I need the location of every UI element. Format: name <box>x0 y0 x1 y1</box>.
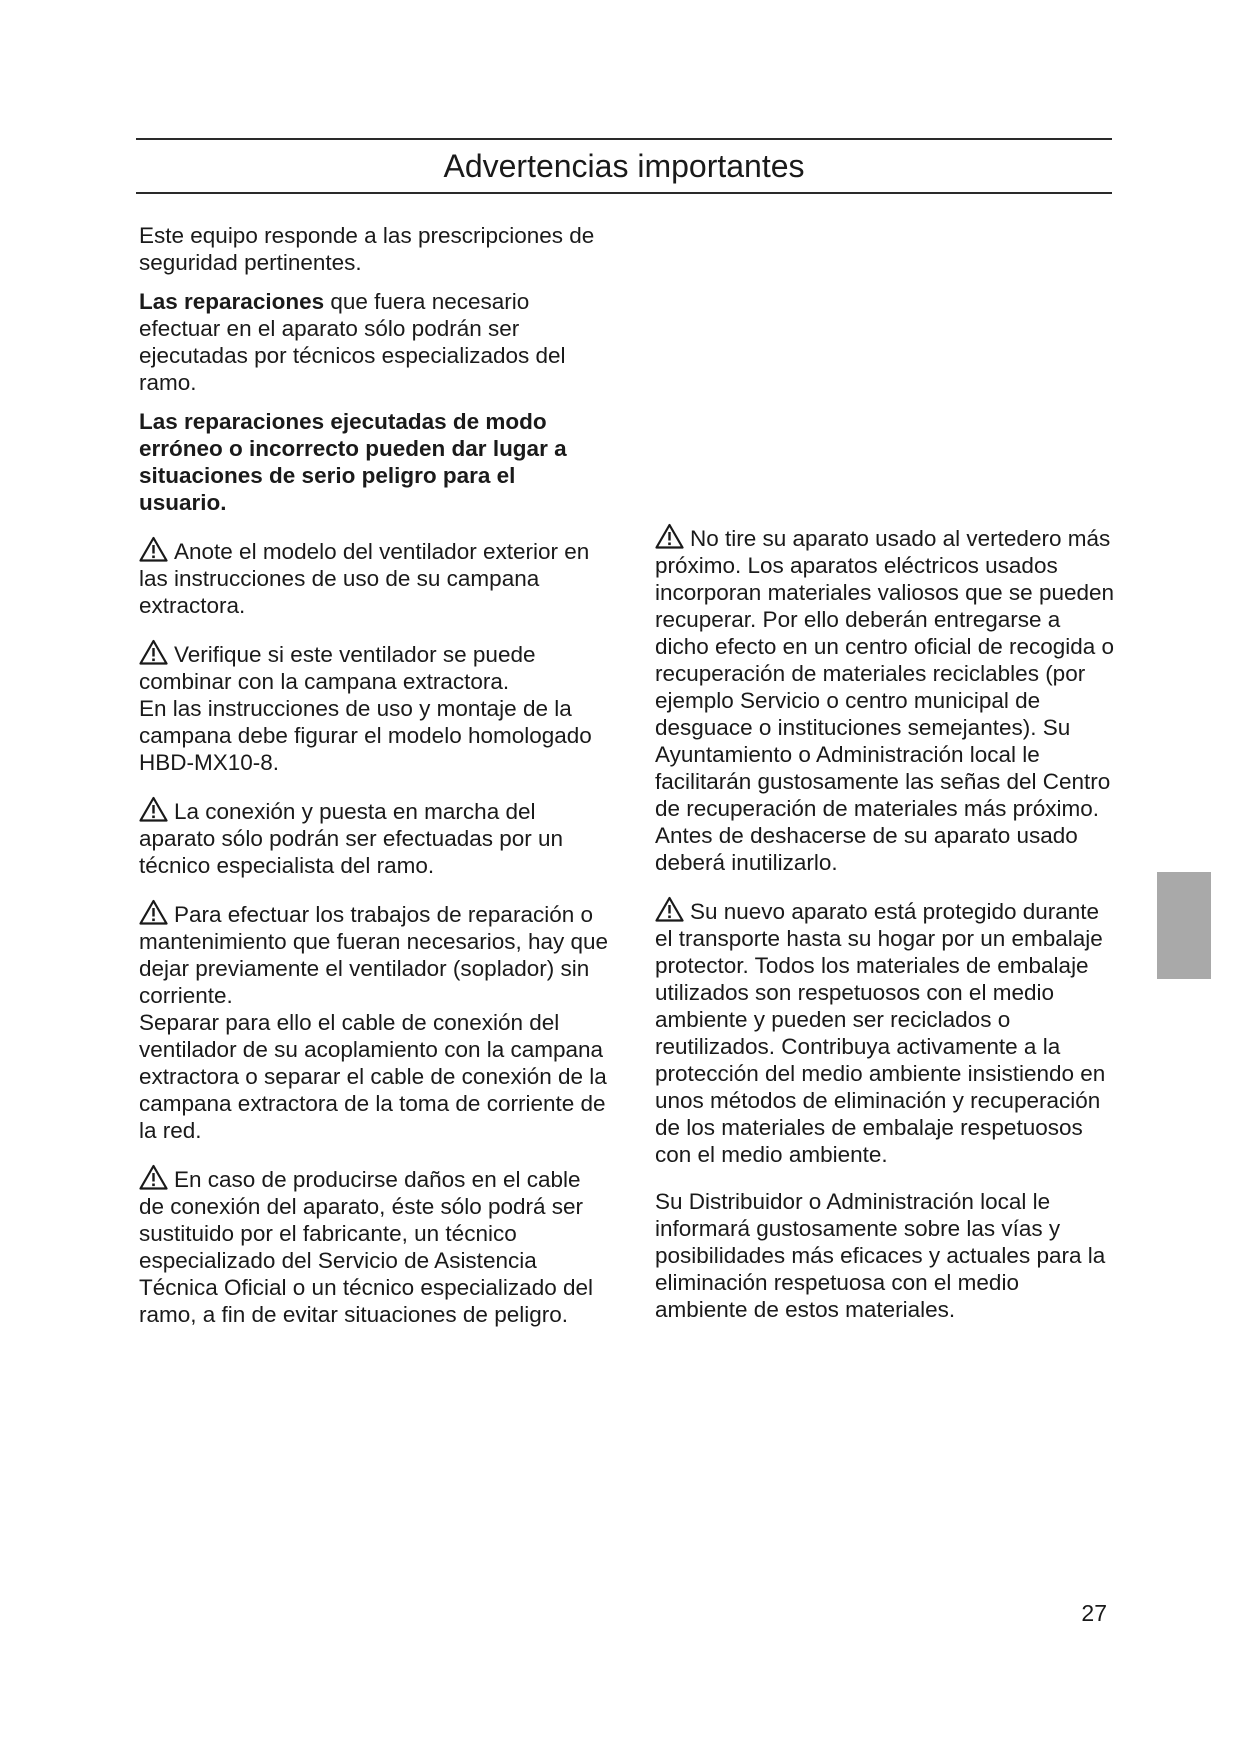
page-number: 27 <box>1081 1600 1107 1626</box>
warning-connection-text: La conexión y puesta en marcha del aparato sólo podrán ser efectuadas por un técnico especialista del ramo. <box>139 799 564 878</box>
warning-item-cable-damage <box>139 1164 609 1328</box>
warning-repair-work-text: Para efectuar los trabajos de reparación o mantenimiento que fueran necesarios, hay que dejar previamente el ventilador (soplador) sin corriente. <box>139 902 609 1008</box>
warning-item-connection <box>139 796 609 879</box>
repair-work-followup-paragraph: Separar para ello el cable de conexión del ventilador de su acoplamiento con la campana extractora o separar el cable de conexión de la campana extractora de la toma de corriente de la red. <box>139 1010 607 1143</box>
warning-item-model <box>139 536 609 619</box>
warning-triangle-icon <box>139 639 168 665</box>
warning-model-text: Anote el modelo del ventilador exterior en las instrucciones de uso de su campana extractora. <box>139 539 590 618</box>
intro-paragraph: Este equipo responde a las prescripciones de seguridad pertinentes. <box>139 223 595 275</box>
repairs-bold-lead: Las reparaciones <box>139 289 325 314</box>
warning-triangle-icon <box>139 1164 168 1190</box>
warning-item-disposal <box>655 523 1117 876</box>
warning-packaging-text: Su nuevo aparato está protegido durante el transporte hasta su hogar por un embalaje protector. Todos los materiales de embalaje utilizados son respetuosos con el medio ambiente y pueden ser reciclados o reutilizados. Contribuya activamente a la protección del medio ambiente insistiendo en unos métodos de eliminación y recuperación de los materiales de embalaje respetuosos con el medio ambiente. <box>655 899 1106 1167</box>
page-title: Advertencias importantes <box>443 147 805 184</box>
warning-triangle-icon <box>655 896 684 922</box>
left-column <box>139 222 609 1348</box>
verify-followup-paragraph: En las instrucciones de uso y montaje de la campana debe figurar el modelo homologado HBD-MX10-8. <box>139 696 592 775</box>
warning-triangle-icon <box>139 796 168 822</box>
header-bottom-rule <box>136 192 1112 194</box>
danger-paragraph: Las reparaciones ejecutadas de modo erróneo o incorrecto pueden dar lugar a situaciones de serio peligro para el usuario. <box>139 409 567 515</box>
warning-item-packaging <box>655 896 1117 1168</box>
warning-verify-text: Verifique si este ventilador se puede combinar con la campana extractora. <box>139 642 536 694</box>
warning-triangle-icon <box>139 899 168 925</box>
right-column <box>655 523 1117 1335</box>
warning-triangle-icon <box>139 536 168 562</box>
distributor-paragraph: Su Distribuidor o Administración local le informará gustosamente sobre las vías y posibilidades más eficaces y actuales para la eliminación respetuosa con el medio ambiente de estos materiales. <box>655 1189 1106 1322</box>
section-tab-marker <box>1157 872 1211 979</box>
repairs-text: que fuera necesario efectuar en el aparato sólo podrán ser ejecutadas por técnicos especializados del ramo. <box>139 289 566 395</box>
repairs-paragraph <box>139 288 609 396</box>
warning-cable-damage-text: En caso de producirse daños en el cable de conexión del aparato, éste sólo podrá ser sustituido por el fabricante, un técnico especializado del Servicio de Asistencia Técnica Oficial o un técnico especializado del ramo, a fin de evitar situaciones de peligro. <box>139 1167 593 1327</box>
warning-disposal-text: No tire su aparato usado al vertedero más próximo. Los aparatos eléctricos usados incorporan materiales valiosos que se pueden recuperar. Por ello deberán entregarse a dicho efecto en un centro oficial de recogida o recuperación de materiales reciclables (por ejemplo Servicio o centro municipal de desguace o instituciones semejantes). Su Ayuntamiento o Administración local le facilitarán gustosamente las señas del Centro de recuperación de materiales más próximo. Antes de deshacerse de su aparato usado deberá inutilizarlo. <box>655 526 1115 875</box>
warning-triangle-icon <box>655 523 684 549</box>
warning-item-repair-work <box>139 899 609 1009</box>
warning-item-verify <box>139 639 609 695</box>
